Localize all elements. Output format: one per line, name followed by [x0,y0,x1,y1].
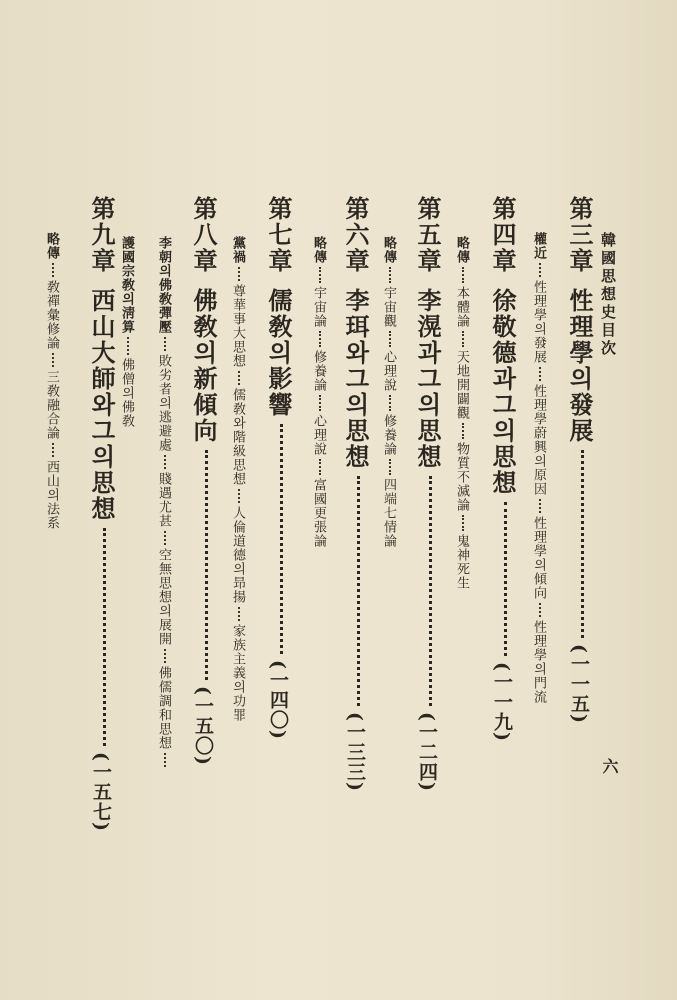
dot-leader [315,459,321,475]
chapter-7-heading [261,196,296,740]
dot-leader [385,267,391,283]
dot-leader [575,450,584,638]
chapter-title: 佛敎의新傾向 [189,288,218,444]
dot-leader [535,603,541,617]
dot-leader [423,476,432,706]
chapter-title: 西山大師와그의思想 [87,288,116,522]
dot-leader [351,476,360,706]
topic: 人倫道德의昻揚 [230,506,245,604]
chapter-title: 徐敬德과그의思想 [488,288,517,496]
topic: 西山의法系 [44,460,59,530]
chapter-5-topics [379,236,398,548]
topic: 三敎融合論 [44,370,59,440]
topic: 鬼神死生 [454,534,469,590]
dot-leader [385,459,391,475]
topic: 性理學의傾向 [531,516,546,600]
chapter-9-heading [84,196,119,832]
topic: 心理說 [381,350,396,392]
topic: 敗劣者의逃避處 [156,354,171,452]
chapter-number: 第七章 [264,196,293,274]
chapter-3-heading [562,196,597,724]
dot-leader [160,753,166,767]
topic: 修養論 [381,414,396,456]
chapter-number: 第九章 [87,196,116,274]
topic-label: 略傳 [381,236,396,264]
topic-label: 黨禍 [230,236,245,264]
dot-leader [48,443,54,457]
dot-leader [123,337,129,355]
dot-leader [160,649,166,663]
topic: 宇宙論 [311,286,326,328]
topic: 物質不滅論 [454,442,469,512]
topic: 尊華事大思想 [230,284,245,368]
chapter-8-topics-1 [154,236,173,770]
topic: 性理學의門流 [531,620,546,704]
chapter-number: 第三章 [565,196,594,274]
chapter-6-topics [309,236,328,548]
chapter-6-heading [338,196,373,792]
topic: 家族主義의功罪 [230,624,245,722]
dot-leader [234,371,240,385]
dot-leader [315,331,321,347]
chapter-number: 第六章 [341,196,370,274]
chapter-number: 第四章 [488,196,517,274]
dot-leader [199,450,208,680]
dot-leader [274,424,283,654]
chapter-title: 儒敎의影響 [264,288,293,418]
topic: 性理學의發展 [531,280,546,364]
chapter-page: (一一五) [568,644,590,724]
chapter-page: (一五〇) [192,686,214,766]
chapter-7-topics [228,236,247,722]
dot-leader [535,499,541,513]
dot-leader [234,607,240,621]
chapter-page: (一一九) [491,662,513,742]
topic: 宇宙觀 [381,286,396,328]
chapter-9-topics [42,232,61,530]
topic-label: 李朝의佛敎彈壓 [156,236,171,334]
topic-label: 略傳 [311,236,326,264]
dot-leader [385,331,391,347]
dot-leader [315,395,321,411]
dot-leader [97,528,106,746]
chapter-title: 性理學의發展 [565,288,594,444]
topic-label: 護國宗敎의淸算 [119,236,134,334]
chapter-8-topics-2 [117,236,136,428]
topic: 天地開闢觀 [454,350,469,420]
topic: 空無思想의展開 [156,548,171,646]
chapter-4-heading [485,196,520,742]
chapter-5-heading [410,196,445,792]
dot-leader [458,331,464,347]
chapter-3-topics [529,232,548,704]
dot-leader [535,263,541,277]
dot-leader [160,455,166,469]
topic: 富國更張論 [311,478,326,548]
topic: 敎禪彙修論 [44,280,59,350]
topic-label: 略傳 [454,236,469,264]
topic: 性理學蔚興의原因 [531,384,546,496]
dot-leader [160,531,166,545]
topic: 修養論 [311,350,326,392]
dot-leader [48,353,54,367]
dot-leader [458,515,464,531]
dot-leader [498,502,507,656]
chapter-page: (一二四) [416,712,438,792]
chapter-title: 李珥와그의思想 [341,288,370,470]
topic: 本體論 [454,286,469,328]
chapter-4-topics [452,236,471,590]
dot-leader [234,267,240,281]
topic: 佛僧의佛敎 [119,358,134,428]
dot-leader [535,367,541,381]
chapter-page: (一五七) [90,752,112,832]
topic-label: 略傳 [44,232,59,260]
page-number: 六 [600,758,619,774]
dot-leader [234,489,240,503]
topic: 儒敎와階級思想 [230,388,245,486]
chapter-page: (一四〇) [267,660,289,740]
chapter-page: (一三三) [344,712,366,792]
topic: 佛儒調和思想 [156,666,171,750]
chapter-8-heading [186,196,221,766]
dot-leader [458,423,464,439]
dot-leader [385,395,391,411]
chapter-number: 第八章 [189,196,218,274]
chapter-title: 李滉과그의思想 [413,288,442,470]
dot-leader [458,267,464,283]
dot-leader [48,263,54,277]
topic-label: 權近 [531,232,546,260]
topic: 心理說 [311,414,326,456]
running-head: 韓國思想史目次 [599,232,617,358]
topic: 四端七情論 [381,478,396,548]
topic: 賤遇尤甚 [156,472,171,528]
dot-leader [160,337,166,351]
dot-leader [315,267,321,283]
chapter-number: 第五章 [413,196,442,274]
